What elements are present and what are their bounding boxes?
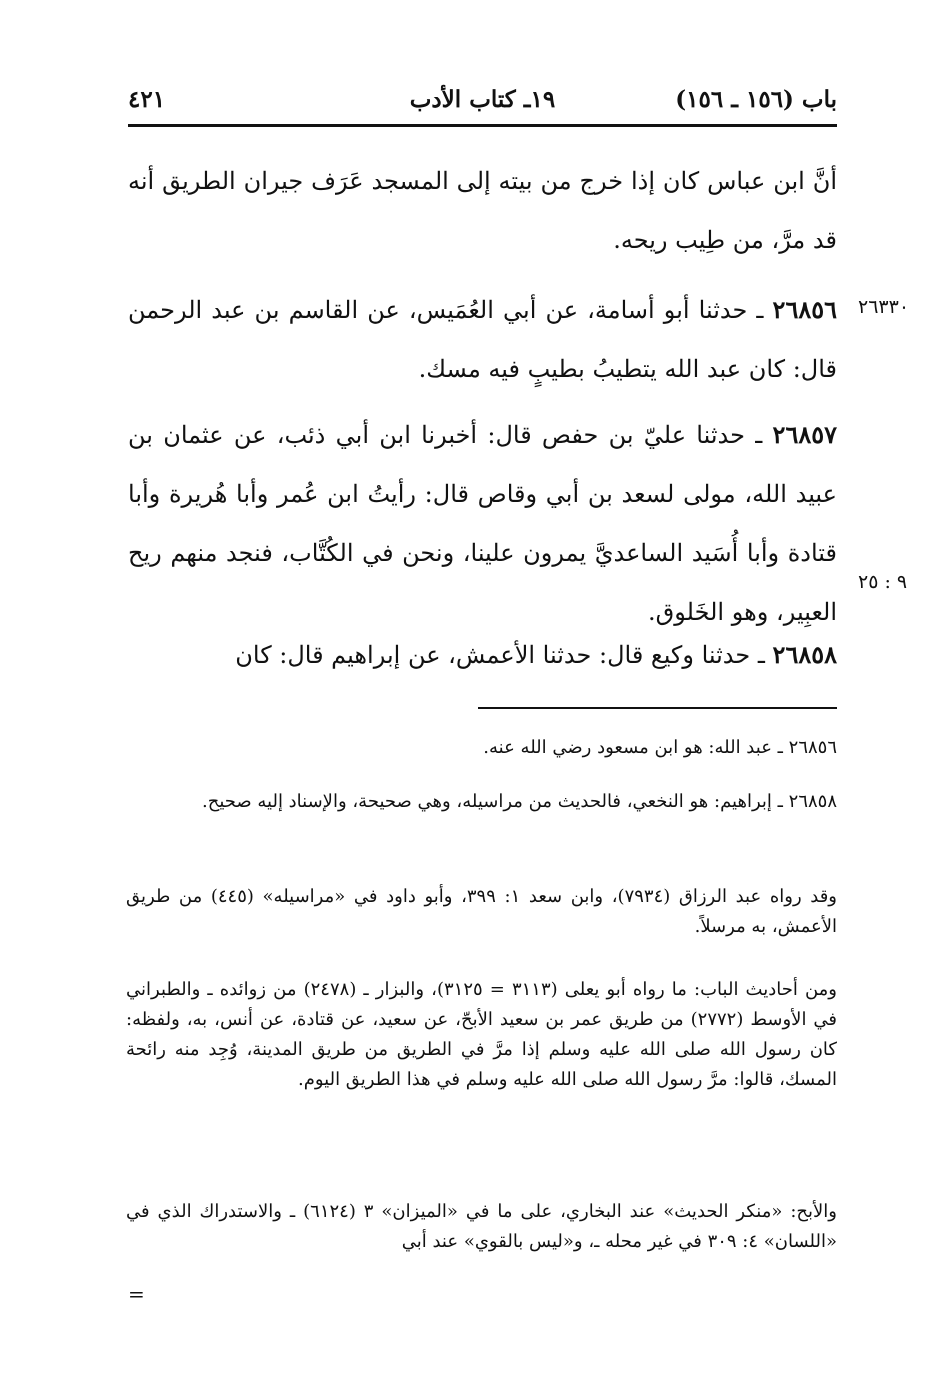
footnote-3: وقد رواه عبد الرزاق (٧٩٣٤)، وابن سعد ١: ٣٩٩، وأبو داود في «مراسيله» (٤٤٥) من طريق الأعمش، به مرسلاً. (126, 886, 838, 937)
hadith-text: ـ حدثنا عليّ بن حفص قال: أخبرنا ابن أبي ذئب، عن عثمان بن عبيد الله، مولى لسعد بن أبي وقاص قال: رأيتُ ابن عُمر وأبا هُريرة وأبا قتادة وأبا أُسَيد الساعديَّ يمرون علينا، ونحن في الكُتَّاب، فنجد منهم ريح العبِير، وهو الخَلوق. (128, 421, 837, 626)
hadith-text: ـ حدثنا أبو أسامة، عن أبي العُمَيس، عن القاسم بن عبد الرحمن قال: كان عبد الله يتطيبُ بطيبٍ فيه مسك. (128, 296, 837, 383)
hadith-26857 (128, 405, 837, 642)
footnote-4: ومن أحاديث الباب: ما رواه أبو يعلى (٣١١٣ = ٣١٢٥)، والبزار ـ (٢٤٧٨) من زوائده ـ والطبراني في الأوسط (٢٧٧٢) من طريق عمر بن سعيد الأبحّ، عن سعيد، عن قتادة، عن أنس، به، ولفظه: كان رسول الله صلى الله عليه وسلم إذا مرَّ في الطريق من طريق المدينة، وُجِد منه رائحة المسك، قالوا: مرَّ رسول الله صلى الله عليه وسلم في هذا الطريق اليوم. (126, 979, 838, 1090)
continuation-mark: = (128, 1282, 145, 1306)
margin-reference-1: ٢٦٣٣٠ (858, 296, 910, 318)
page-number: ٤٢١ (128, 86, 166, 113)
footnote-divider (478, 707, 837, 709)
hadith-26856 (128, 280, 837, 399)
hadith-26858 (128, 625, 837, 685)
footnote-1: ٢٦٨٥٦ ـ عبد الله: هو ابن مسعود رضي الله عنه. (483, 737, 837, 758)
footnote-2: ٢٦٨٥٨ ـ إبراهيم: هو النخعي، فالحديث من مراسيله، وهي صحيحة، والإسناد إليه صحيح. (201, 791, 837, 812)
header-divider (128, 124, 837, 127)
intro-paragraph: أنَّ ابن عباس كان إذا خرج من بيته إلى المسجد عَرَف جيران الطريق أنه قد مرَّ، من طِيب ريحه. (128, 167, 837, 254)
hadith-number: ٢٦٨٥٦ (772, 295, 837, 324)
hadith-number: ٢٦٨٥٧ (772, 420, 837, 449)
hadith-text: ـ حدثنا وكيع قال: حدثنا الأعمش، عن إبراهيم قال: كان (235, 641, 765, 669)
running-header (128, 82, 837, 120)
hadith-number: ٢٦٨٥٨ (772, 640, 837, 669)
book-title: ١٩ـ كتاب الأدب (409, 86, 556, 113)
chapter-title: باب (١٥٦ ـ ١٥٦) (675, 86, 837, 113)
margin-reference-2: ٩ : ٢٥ (858, 571, 908, 593)
footnote-5: والأبح: «منكر الحديث» عند البخاري، على ما في «الميزان» ٣ (٦١٢٤) ـ والاستدراك الذي في «اللسان» ٤: ٣٠٩ في غير محله ـ، و«ليس بالقوي» عند أبي (126, 1201, 837, 1252)
